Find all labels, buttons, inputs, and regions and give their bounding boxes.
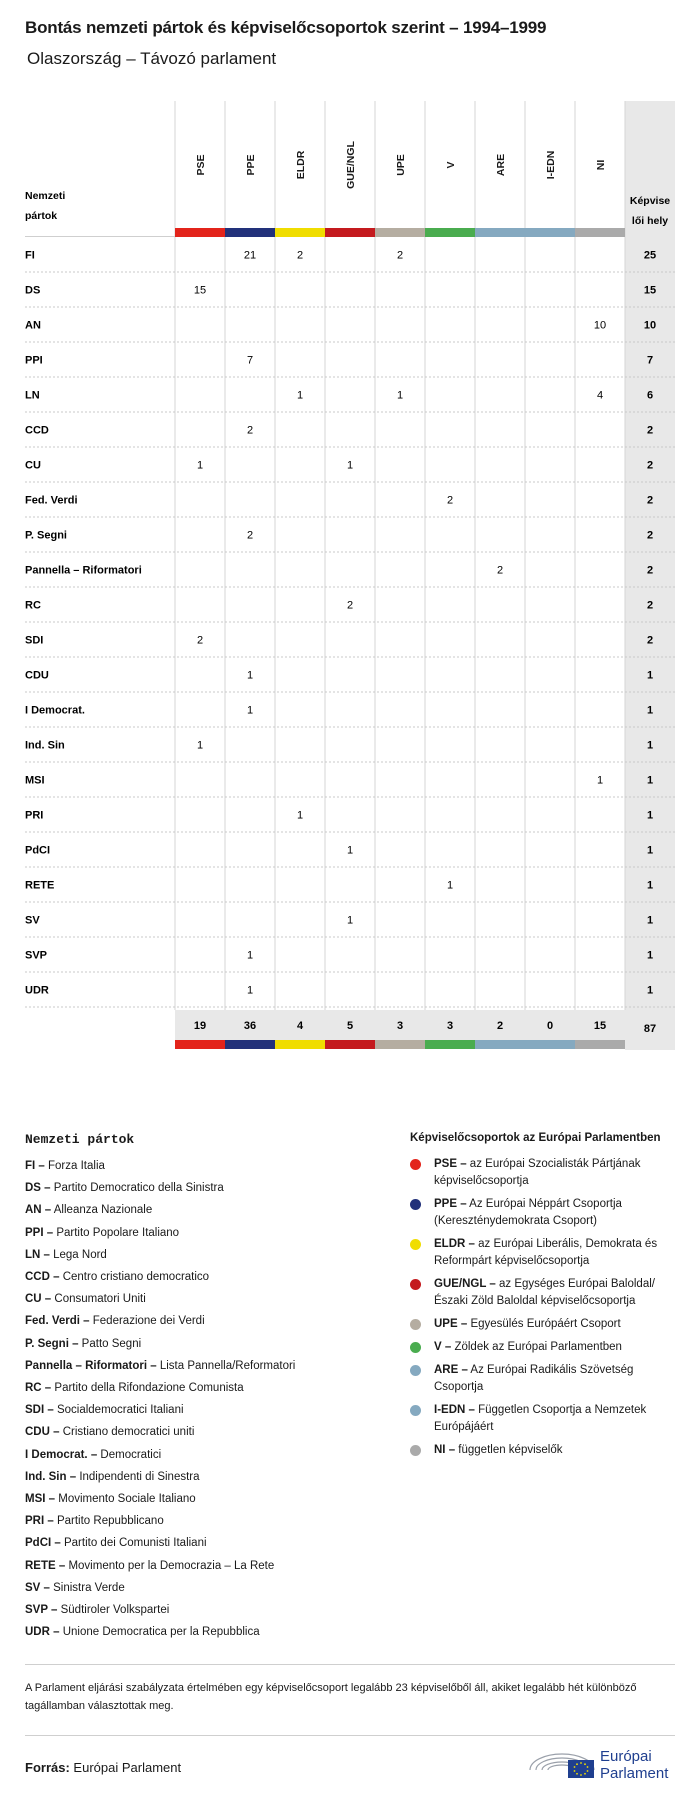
legend-national-parties <box>25 1132 385 1643</box>
legend-groups <box>410 1132 682 1465</box>
group-color-bar-bottom <box>175 1040 225 1049</box>
total-header-label: Képvise <box>629 195 671 207</box>
legend-party-name: Unione Democratica per la Repubblica <box>59 1626 260 1639</box>
legend-group-item <box>410 1276 682 1310</box>
group-color-bar <box>475 228 525 237</box>
cell-value: 1 <box>596 774 604 787</box>
row-label: DS <box>25 284 41 297</box>
legend-party-code: CCD – <box>25 1271 60 1284</box>
legend-party-item <box>25 1288 385 1310</box>
legend-party-code: MSI – <box>25 1493 56 1506</box>
logo-line-2: Parlament <box>600 1765 669 1782</box>
row-total: 2 <box>646 564 654 577</box>
column-total: 0 <box>546 1020 554 1032</box>
column-header-pse: PSE <box>195 154 207 176</box>
column-header-are: ARE <box>495 153 507 177</box>
row-label: CCD <box>25 424 49 437</box>
row-label: SV <box>25 914 40 927</box>
legend-party-name: Federazione dei Verdi <box>89 1315 205 1328</box>
row-total: 2 <box>646 494 654 507</box>
row-total: 1 <box>646 949 654 962</box>
legend-group-item <box>410 1316 682 1333</box>
row-header-label: pártok <box>25 210 58 222</box>
legend-party-name: Partito Democratico della Sinistra <box>50 1182 224 1195</box>
legend-group-code: UPE – <box>434 1318 468 1330</box>
cell-value: 2 <box>396 249 404 262</box>
group-color-bar-bottom <box>225 1040 275 1049</box>
column-header-iedn: I-EDN <box>545 150 557 180</box>
legend-group-code: V – <box>434 1341 452 1353</box>
row-label: RETE <box>25 879 55 892</box>
legend-party-name: Democratici <box>97 1448 162 1461</box>
legend-party-code: RC – <box>25 1382 52 1395</box>
cell-value: 15 <box>193 284 207 297</box>
row-label: LN <box>25 389 40 402</box>
legend-party-code: P. Segni – <box>25 1337 79 1350</box>
legend-party-item <box>25 1488 385 1510</box>
row-total: 10 <box>643 319 657 332</box>
divider <box>25 1664 675 1665</box>
row-total: 25 <box>643 249 657 262</box>
chart-title: Bontás nemzeti pártok és képviselőcsoportok szerint – 1994–1999 <box>25 18 547 37</box>
column-header-ni: NI <box>595 159 607 171</box>
legend-party-item <box>25 1421 385 1443</box>
grand-total: 87 <box>643 1023 657 1035</box>
cell-value: 2 <box>446 494 454 507</box>
legend-party-item <box>25 1222 385 1244</box>
row-total: 2 <box>646 599 654 612</box>
legend-dot-icon <box>410 1159 421 1170</box>
legend-dot-icon <box>410 1445 421 1456</box>
cell-value: 7 <box>246 354 254 367</box>
cell-value: 2 <box>346 599 354 612</box>
legend-party-item <box>25 1577 385 1599</box>
row-label: AN <box>25 319 41 332</box>
legend-party-code: RETE – <box>25 1559 66 1572</box>
column-total: 15 <box>593 1020 607 1032</box>
divider <box>25 1735 675 1736</box>
row-header-label: Nemzeti <box>25 190 66 202</box>
legend-party-name: Partito dei Comunisti Italiani <box>60 1537 207 1550</box>
legend-dot-icon <box>410 1239 421 1250</box>
legend-party-item <box>25 1532 385 1554</box>
cell-value: 1 <box>246 669 254 682</box>
legend-party-name: Sinistra Verde <box>49 1581 125 1594</box>
legend-party-code: CU – <box>25 1293 52 1306</box>
legend-party-name: Consumatori Uniti <box>51 1293 146 1306</box>
legend-party-item <box>25 1355 385 1377</box>
cell-value: 1 <box>346 844 354 857</box>
legend-group-name: az Európai Szocialisták Pártjának képviselőcsoportja <box>434 1158 641 1187</box>
legend-party-name: Partito della Rifondazione Comunista <box>51 1382 244 1395</box>
legend-party-item <box>25 1155 385 1177</box>
cell-value: 1 <box>396 389 404 402</box>
group-color-bar <box>575 228 625 237</box>
row-total: 15 <box>643 284 657 297</box>
column-total: 36 <box>243 1020 257 1032</box>
group-color-bar <box>425 228 475 237</box>
legend-party-code: CDU – <box>25 1426 60 1439</box>
legend-party-name: Indipendenti di Sinestra <box>76 1470 200 1483</box>
chart-subtitle: Olaszország – Távozó parlament <box>27 49 277 68</box>
legend-party-name: Forza Italia <box>44 1160 105 1172</box>
legend-party-code: Pannella – Riformatori – <box>25 1359 157 1372</box>
column-header-upe: UPE <box>395 154 407 176</box>
legend-party-code: AN – <box>25 1204 52 1217</box>
row-label: Fed. Verdi <box>25 494 78 507</box>
row-total: 1 <box>646 914 654 927</box>
legend-party-name: Partito Repubblicano <box>53 1515 164 1528</box>
cell-value: 1 <box>196 739 204 752</box>
logo-line-1: Európai <box>600 1748 652 1765</box>
legend-party-item <box>25 1510 385 1532</box>
legend-party-item <box>25 1466 385 1488</box>
row-total: 2 <box>646 529 654 542</box>
footnote: A Parlament eljárási szabályzata értelmében egy képviselőcsoport legalább 23 képviselőből áll, akiket legalább hét különböző tagállamban választottak meg. <box>25 1682 637 1712</box>
legend-party-code: I Democrat. – <box>25 1448 98 1461</box>
row-label: UDR <box>25 984 49 997</box>
column-total: 4 <box>296 1020 304 1032</box>
column-header-eldr: ELDR <box>295 150 307 180</box>
cell-value: 1 <box>446 879 454 892</box>
cell-value: 2 <box>246 424 254 437</box>
row-label: Pannella – Riformatori <box>25 564 142 577</box>
legend-group-name: az Európai Liberális, Demokrata és Reformpárt képviselőcsoportja <box>434 1238 658 1267</box>
legend-dot-icon <box>410 1405 421 1416</box>
group-color-bar-bottom <box>575 1040 625 1049</box>
row-total: 6 <box>646 389 654 402</box>
column-total: 3 <box>396 1020 404 1032</box>
legend-group-name: az Egységes Európai Baloldal/Északi Zöld Baloldal képviselőcsoportja <box>434 1278 655 1307</box>
legend-group-item <box>410 1362 682 1396</box>
legend-party-item <box>25 1621 385 1643</box>
group-color-bar-bottom <box>425 1040 475 1049</box>
legend-party-name: Lega Nord <box>49 1248 107 1261</box>
legend-group-name: Az Európai Néppárt Csoportja (Kereszténydemokrata Csoport) <box>434 1198 622 1227</box>
legend-party-code: PdCI – <box>25 1537 61 1550</box>
legend-group-item <box>410 1156 682 1190</box>
group-color-bar <box>175 228 225 237</box>
row-label: SVP <box>25 949 48 962</box>
legend-group-name: Független Csoportja a Nemzetek Európájáért <box>434 1404 647 1433</box>
legend-party-name: Socialdemocratici Italiani <box>53 1404 184 1417</box>
legend-group-item <box>410 1236 682 1270</box>
cell-value: 1 <box>296 389 304 402</box>
row-label: Ind. Sin <box>25 739 65 752</box>
legend-party-name: Cristiano democratici uniti <box>59 1426 195 1439</box>
row-label: RC <box>25 599 41 612</box>
legend-party-item <box>25 1399 385 1421</box>
cell-value: 1 <box>246 704 254 717</box>
group-color-bar-bottom <box>325 1040 375 1049</box>
row-total: 7 <box>646 354 654 367</box>
cell-value: 1 <box>346 914 354 927</box>
legend-party-name: Patto Segni <box>78 1337 142 1350</box>
cell-value: 21 <box>243 249 257 262</box>
group-color-bar-bottom <box>475 1040 525 1049</box>
row-total: 1 <box>646 669 654 682</box>
group-color-bar <box>225 228 275 237</box>
legend-group-item <box>410 1402 682 1436</box>
legend-party-name: Movimento per la Democrazia – La Rete <box>65 1559 275 1572</box>
cell-value: 4 <box>596 389 604 402</box>
row-label: MSI <box>25 774 45 787</box>
legend-party-code: PPI – <box>25 1226 54 1239</box>
row-total: 2 <box>646 634 654 647</box>
legend-party-code: FI – <box>25 1160 45 1172</box>
row-label: SDI <box>25 634 44 647</box>
cell-value: 1 <box>346 459 354 472</box>
cell-value: 1 <box>196 459 204 472</box>
legend-party-code: Ind. Sin – <box>25 1470 77 1483</box>
legend-group-code: PSE – <box>434 1158 467 1170</box>
legend-party-code: SDI – <box>25 1404 54 1417</box>
legend-party-code: UDR – <box>25 1626 60 1639</box>
legend-party-name: Südtiroler Volkspartei <box>57 1604 170 1617</box>
legend-dot-icon <box>410 1342 421 1353</box>
row-label: CDU <box>25 669 49 682</box>
legend-party-item <box>25 1199 385 1221</box>
legend-party-item <box>25 1444 385 1466</box>
row-label: PPI <box>25 354 43 367</box>
legend-group-name: független képviselők <box>455 1444 563 1456</box>
row-label: I Democrat. <box>25 704 85 717</box>
legend-dot-icon <box>410 1319 421 1330</box>
legend-party-name: Centro cristiano democratico <box>59 1271 210 1284</box>
legend-group-item <box>410 1339 682 1356</box>
cell-value: 1 <box>246 984 254 997</box>
legend-party-code: Fed. Verdi – <box>25 1315 90 1328</box>
row-total: 2 <box>646 424 654 437</box>
column-header-ppe: PPE <box>245 154 257 176</box>
legend-party-code: SVP – <box>25 1604 58 1617</box>
cell-value: 2 <box>296 249 304 262</box>
row-total: 1 <box>646 844 654 857</box>
row-total: 1 <box>646 809 654 822</box>
legend-party-code: PRI – <box>25 1515 54 1528</box>
row-label: CU <box>25 459 41 472</box>
legend-party-name: Movimento Sociale Italiano <box>55 1493 196 1506</box>
row-total: 1 <box>646 739 654 752</box>
legend-dot-icon <box>410 1279 421 1290</box>
legend-party-item <box>25 1599 385 1621</box>
group-color-bar-bottom <box>375 1040 425 1049</box>
legend-party-item <box>25 1310 385 1332</box>
group-color-bar <box>525 228 575 237</box>
legend-party-name: Alleanza Nazionale <box>51 1204 153 1217</box>
legend-party-item <box>25 1177 385 1199</box>
row-total: 2 <box>646 459 654 472</box>
column-total: 19 <box>193 1020 207 1032</box>
legend-party-item <box>25 1244 385 1266</box>
group-color-bar <box>275 228 325 237</box>
legend-group-code: ARE – <box>434 1364 468 1376</box>
group-color-bar-bottom <box>525 1040 575 1049</box>
legend-group-code: PPE – <box>434 1198 467 1210</box>
column-header-v: V <box>445 161 457 169</box>
cell-value: 2 <box>196 634 204 647</box>
legend-party-code: LN – <box>25 1248 50 1261</box>
legend-group-code: NI – <box>434 1444 456 1456</box>
source <box>25 1760 181 1775</box>
column-header-guengl: GUE/NGL <box>345 141 357 189</box>
legend-group-name: Zöldek az Európai Parlamentben <box>451 1341 622 1353</box>
row-label: PRI <box>25 809 44 822</box>
cell-value: 2 <box>496 564 504 577</box>
group-color-bar-bottom <box>275 1040 325 1049</box>
legend-groups-heading: Képviselőcsoportok az Európai Parlamentben <box>410 1132 661 1144</box>
legend-parties-heading: Nemzeti pártok <box>25 1132 135 1147</box>
legend-group-name: Az Európai Radikális Szövetség Csoportja <box>434 1364 634 1393</box>
legend-party-item <box>25 1266 385 1288</box>
column-total: 2 <box>496 1020 504 1032</box>
legend-dot-icon <box>410 1199 421 1210</box>
legend-party-item <box>25 1555 385 1577</box>
column-total: 3 <box>446 1020 454 1032</box>
legend-group-item <box>410 1442 682 1459</box>
legend-group-name: Egyesülés Európáért Csoport <box>467 1318 621 1330</box>
row-label: PdCI <box>25 844 51 857</box>
row-label: P. Segni <box>25 529 67 542</box>
legend-party-code: SV – <box>25 1581 50 1594</box>
legend-party-code: DS – <box>25 1182 51 1195</box>
european-parliament-logo <box>528 1742 678 1782</box>
legend-group-code: ELDR – <box>434 1238 475 1250</box>
group-color-bar <box>375 228 425 237</box>
row-total: 1 <box>646 879 654 892</box>
row-total: 1 <box>646 704 654 717</box>
source-value: Európai Parlament <box>73 1760 182 1775</box>
cell-value: 10 <box>593 319 607 332</box>
cell-value: 1 <box>296 809 304 822</box>
row-total: 1 <box>646 984 654 997</box>
legend-party-name: Lista Pannella/Reformatori <box>156 1359 296 1372</box>
legend-group-code: GUE/NGL – <box>434 1278 496 1290</box>
cell-value: 1 <box>246 949 254 962</box>
legend-group-code: I-EDN – <box>434 1404 475 1416</box>
legend-party-item <box>25 1333 385 1355</box>
legend-group-item <box>410 1196 682 1230</box>
row-label: FI <box>25 249 35 262</box>
column-total: 5 <box>346 1020 354 1032</box>
total-header-label: lői hely <box>631 215 669 227</box>
row-total: 1 <box>646 774 654 787</box>
legend-party-item <box>25 1377 385 1399</box>
legend-party-name: Partito Popolare Italiano <box>53 1226 180 1239</box>
legend-dot-icon <box>410 1365 421 1376</box>
cell-value: 2 <box>246 529 254 542</box>
source-label: Forrás: <box>25 1760 70 1775</box>
group-color-bar <box>325 228 375 237</box>
